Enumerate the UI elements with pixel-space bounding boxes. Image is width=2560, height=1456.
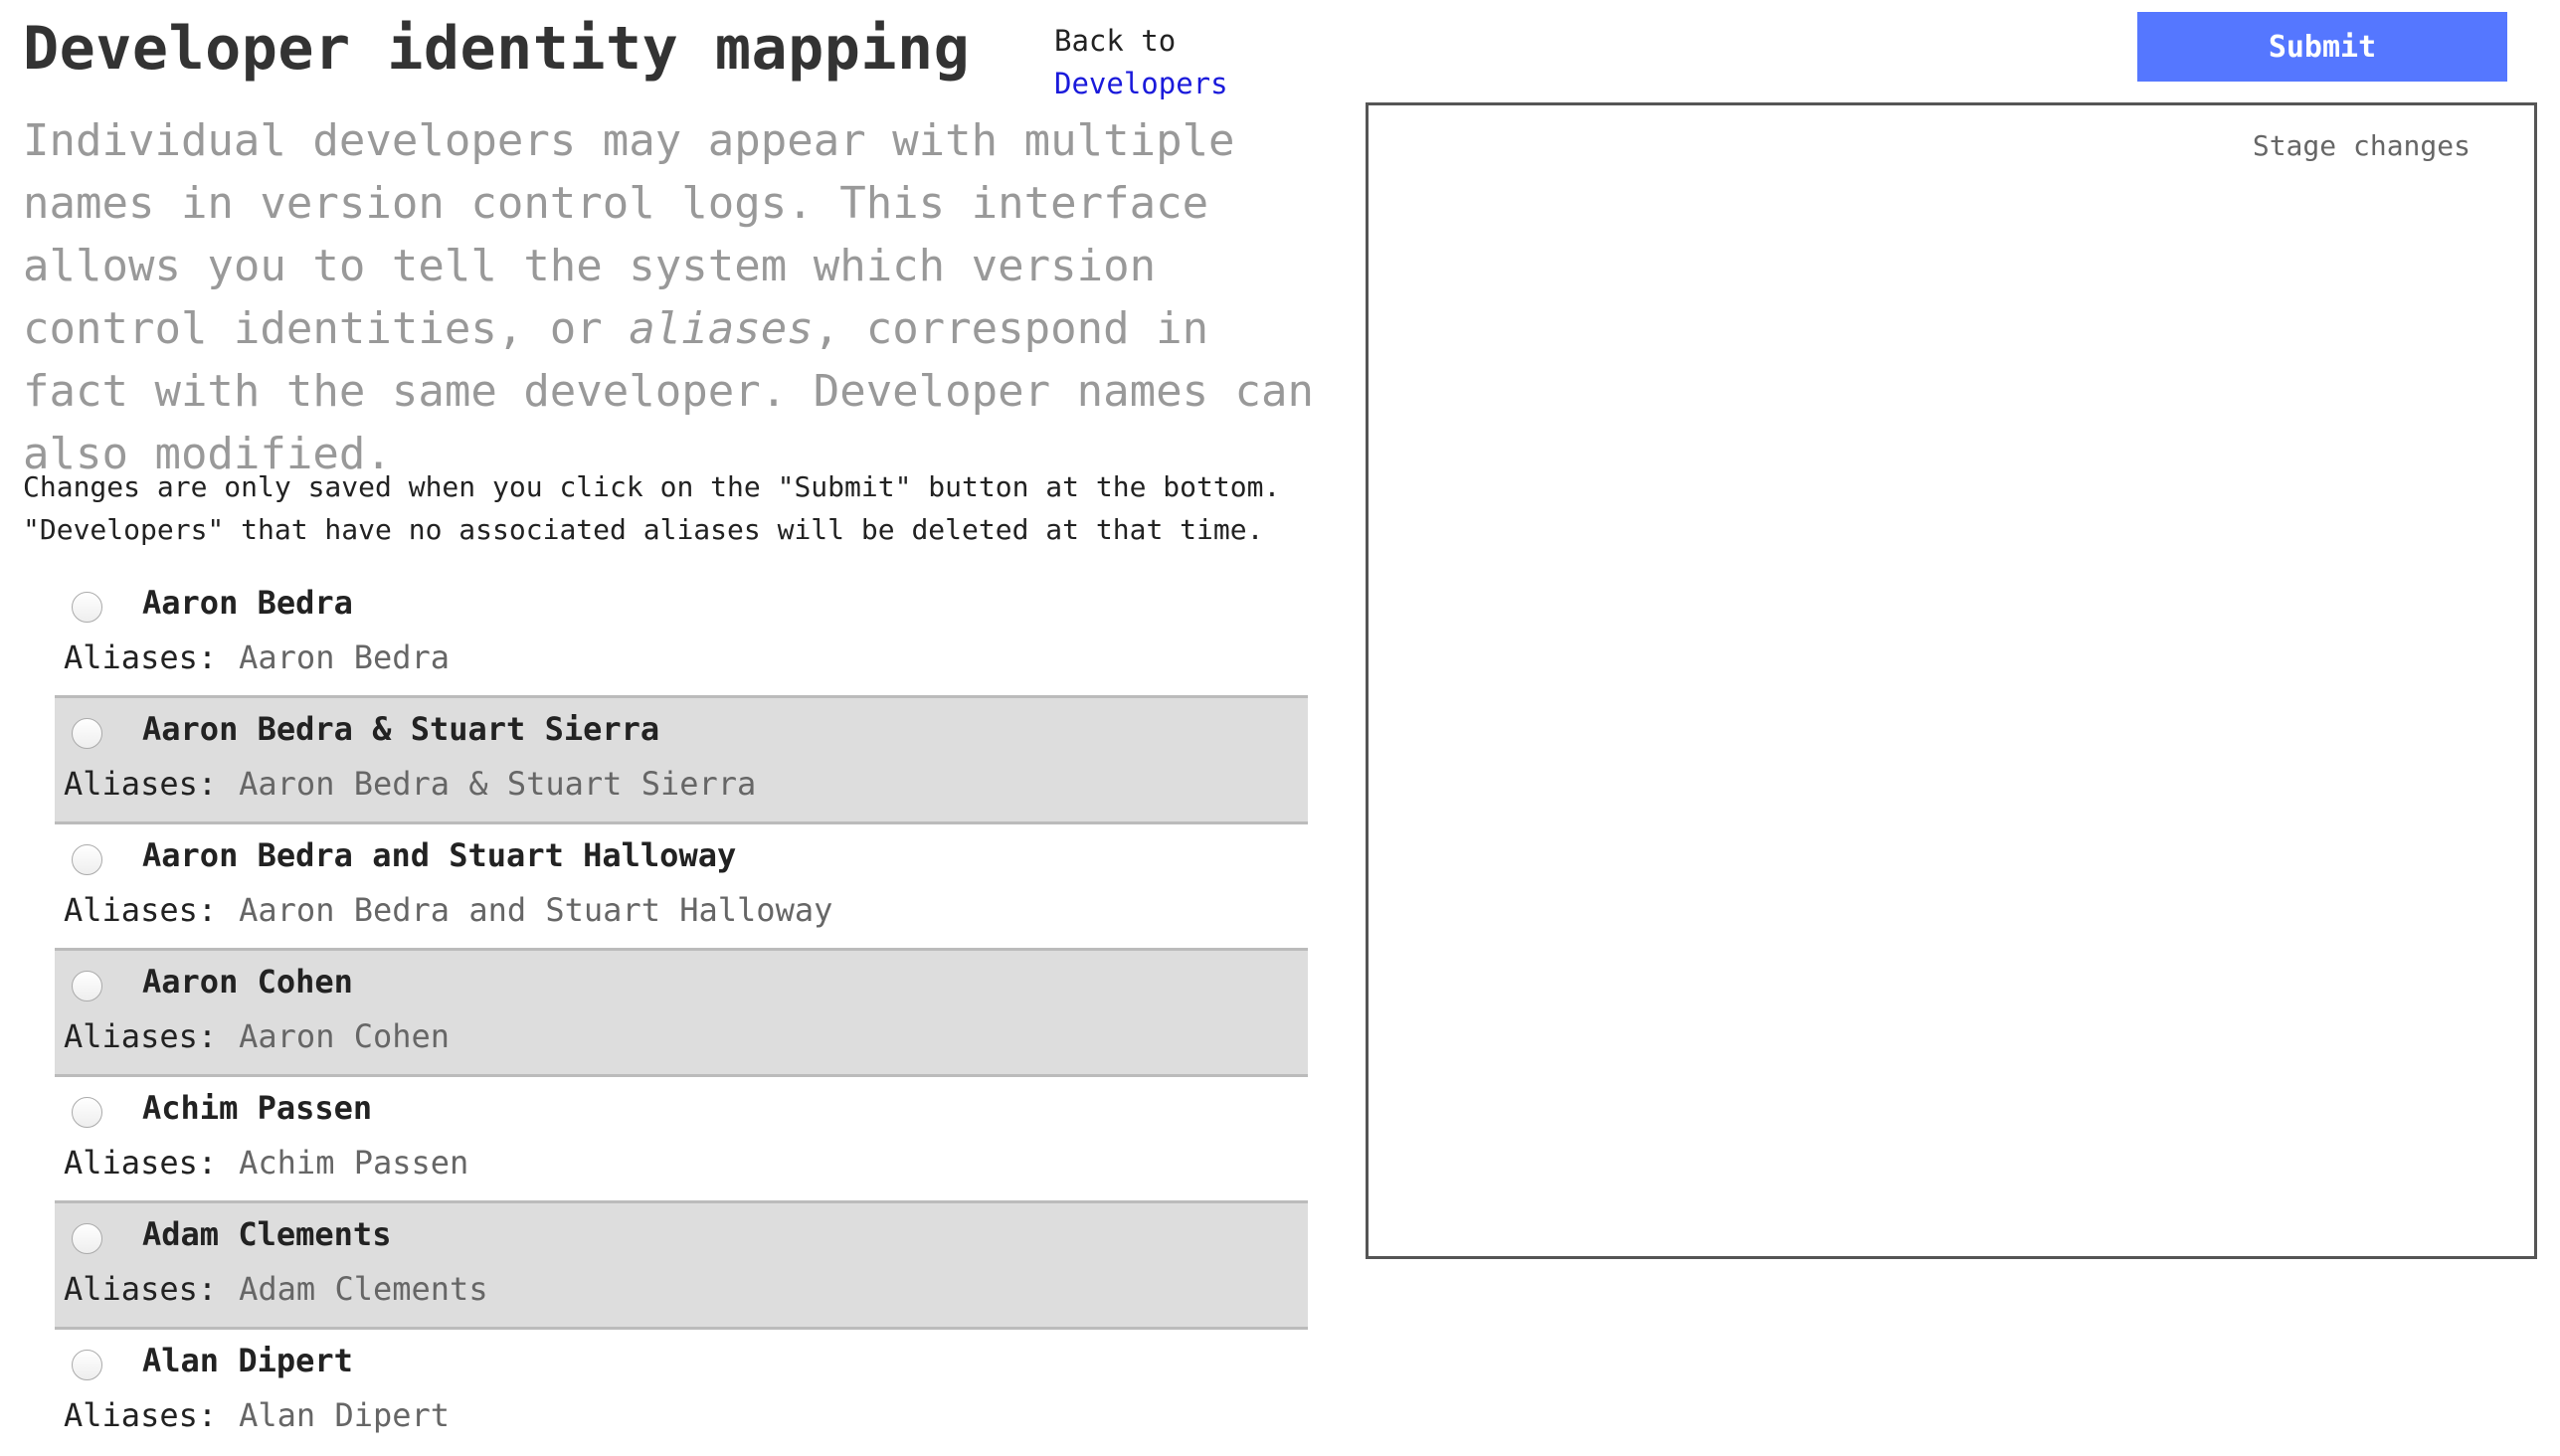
aliases-line — [64, 765, 756, 803]
developer-name: Aaron Bedra — [142, 584, 353, 622]
aliases-label: Aliases: — [64, 638, 218, 676]
back-prefix: Back to — [1054, 24, 1177, 58]
list-item — [55, 1203, 1308, 1330]
aliases-label: Aliases: — [64, 765, 218, 803]
developer-radio[interactable] — [72, 1350, 102, 1380]
developer-radio[interactable] — [72, 844, 102, 875]
aliases-value: Adam Clements — [239, 1270, 488, 1308]
aliases-value: Aaron Cohen — [239, 1017, 451, 1055]
aliases-value: Aaron Bedra — [239, 638, 451, 676]
aliases-line — [64, 638, 450, 676]
intro-emphasis: aliases — [629, 303, 814, 354]
note-line-1: Changes are only saved when you click on the "Submit" button at the bottom. — [23, 470, 1281, 503]
developer-radio[interactable] — [72, 1223, 102, 1254]
developer-radio[interactable] — [72, 592, 102, 623]
intro-part1: Individual developers may appear with multiple names in version control logs. This interface allows you to tell the system which version control identities, or — [23, 115, 1235, 354]
aliases-value: Alan Dipert — [239, 1396, 451, 1434]
developer-name: Adam Clements — [142, 1215, 392, 1253]
aliases-line — [64, 1270, 488, 1308]
list-item — [55, 1077, 1308, 1203]
back-nav — [1054, 20, 1228, 105]
stage-changes-panel — [1366, 102, 2537, 1259]
aliases-label: Aliases: — [64, 1017, 218, 1055]
developer-radio[interactable] — [72, 718, 102, 749]
developer-name: Alan Dipert — [142, 1342, 353, 1379]
stage-changes-label: Stage changes — [2252, 129, 2470, 162]
aliases-label: Aliases: — [64, 1270, 218, 1308]
note-line-2: "Developers" that have no associated aliases will be deleted at that time. — [23, 513, 1264, 546]
aliases-label: Aliases: — [64, 891, 218, 929]
developer-name: Aaron Cohen — [142, 963, 353, 1001]
intro-text — [23, 109, 1336, 485]
submit-button[interactable]: Submit — [2137, 12, 2507, 82]
aliases-value: Aaron Bedra & Stuart Sierra — [239, 765, 757, 803]
aliases-value: Achim Passen — [239, 1144, 469, 1182]
aliases-line — [64, 1017, 450, 1055]
list-item — [55, 572, 1308, 698]
aliases-label: Aliases: — [64, 1396, 218, 1434]
list-item — [55, 1330, 1308, 1456]
developer-radio[interactable] — [72, 1097, 102, 1128]
developer-name: Aaron Bedra & Stuart Sierra — [142, 710, 660, 748]
list-item — [55, 951, 1308, 1077]
aliases-line — [64, 1396, 450, 1434]
developer-name: Aaron Bedra and Stuart Halloway — [142, 836, 737, 874]
developer-list — [55, 572, 1308, 1456]
aliases-label: Aliases: — [64, 1144, 218, 1182]
aliases-line — [64, 891, 832, 929]
developer-radio[interactable] — [72, 971, 102, 1001]
intro-part2: , correspond in fact with the same developer. Developer names can also modified. — [23, 303, 1315, 479]
aliases-line — [64, 1144, 468, 1182]
save-note — [23, 465, 1280, 551]
aliases-value: Aaron Bedra and Stuart Halloway — [239, 891, 833, 929]
developers-link[interactable]: Developers — [1054, 67, 1228, 100]
list-item — [55, 824, 1308, 951]
page-title: Developer identity mapping — [23, 14, 971, 84]
list-item — [55, 698, 1308, 824]
developer-name: Achim Passen — [142, 1089, 373, 1127]
